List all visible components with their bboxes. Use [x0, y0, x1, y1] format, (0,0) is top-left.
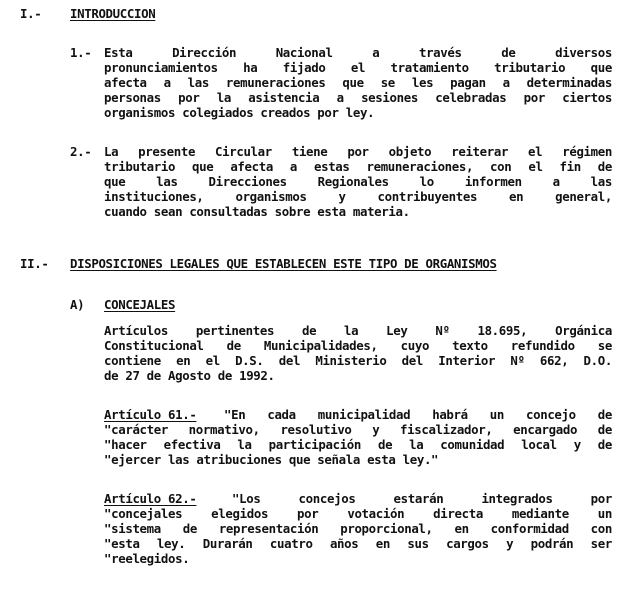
item-2-line: que las Direcciones Regionales lo informen a las [104, 174, 612, 189]
article-61-line: "ejercer las atribuciones que señala esta ley." [104, 452, 439, 467]
article-61-first-line: "En cada municipalidad habrá un concejo de [224, 407, 612, 422]
article-62-first-line: "Los concejos estarán integrados por [232, 491, 612, 506]
subsection-a-letter: A) [70, 297, 85, 312]
article-61-line: "hacer efectiva la participación de la comunidad local y de [104, 437, 612, 452]
article-62-line: "esta ley. Durarán cuatro años en sus cargos y podrán ser [104, 536, 612, 551]
section-2-heading: DISPOSICIONES LEGALES QUE ESTABLECEN ESTE TIPO DE ORGANISMOS [70, 256, 497, 271]
intro-line: de 27 de Agosto de 1992. [104, 368, 275, 383]
article-62-line: "reelegidos. [104, 551, 190, 566]
article-61-line: "carácter normativo, resolutivo y fiscalizador, encargado de [104, 422, 612, 437]
item-2-number: 2.- [70, 144, 92, 159]
section-1-number: I.- [20, 6, 42, 21]
item-1-line: Esta Dirección Nacional a través de diversos [104, 45, 612, 60]
item-2-line: cuando sean consultadas sobre esta materia. [104, 204, 410, 219]
subsection-a-heading: CONCEJALES [104, 297, 176, 312]
article-61-label: Artículo 61.- [104, 407, 197, 422]
article-62-line: "concejales elegidos por votación directa mediante un [104, 506, 612, 521]
item-1-line: personas por la asistencia a sesiones celebradas por ciertos [104, 90, 612, 105]
intro-line: contiene en el D.S. del Ministerio del Interior Nº 662, D.O. [104, 353, 612, 368]
item-2-line: tributario que afecta a estas remuneraciones, con el fin de [104, 159, 612, 174]
item-1-line: organismos colegiados creados por ley. [104, 105, 375, 120]
intro-line: Artículos pertinentes de la Ley Nº 18.695, Orgánica [104, 323, 612, 338]
article-62-label: Artículo 62.- [104, 491, 197, 506]
item-2-line: La presente Circular tiene por objeto reiterar el régimen [104, 144, 612, 159]
item-1-number: 1.- [70, 45, 92, 60]
intro-line: Constitucional de Municipalidades, cuyo texto refundido se [104, 338, 612, 353]
item-1-line: afecta a las remuneraciones que se les pagan a determinadas [104, 75, 612, 90]
item-2-line: instituciones, organismos y contribuyentes en general, [104, 189, 612, 204]
section-2-number: II.- [20, 256, 49, 271]
section-1-heading: INTRODUCCION [70, 6, 156, 21]
article-62-line: "sistema de representación proporcional, en conformidad con [104, 521, 612, 536]
item-1-line: pronunciamientos ha fijado el tratamiento tributario que [104, 60, 612, 75]
